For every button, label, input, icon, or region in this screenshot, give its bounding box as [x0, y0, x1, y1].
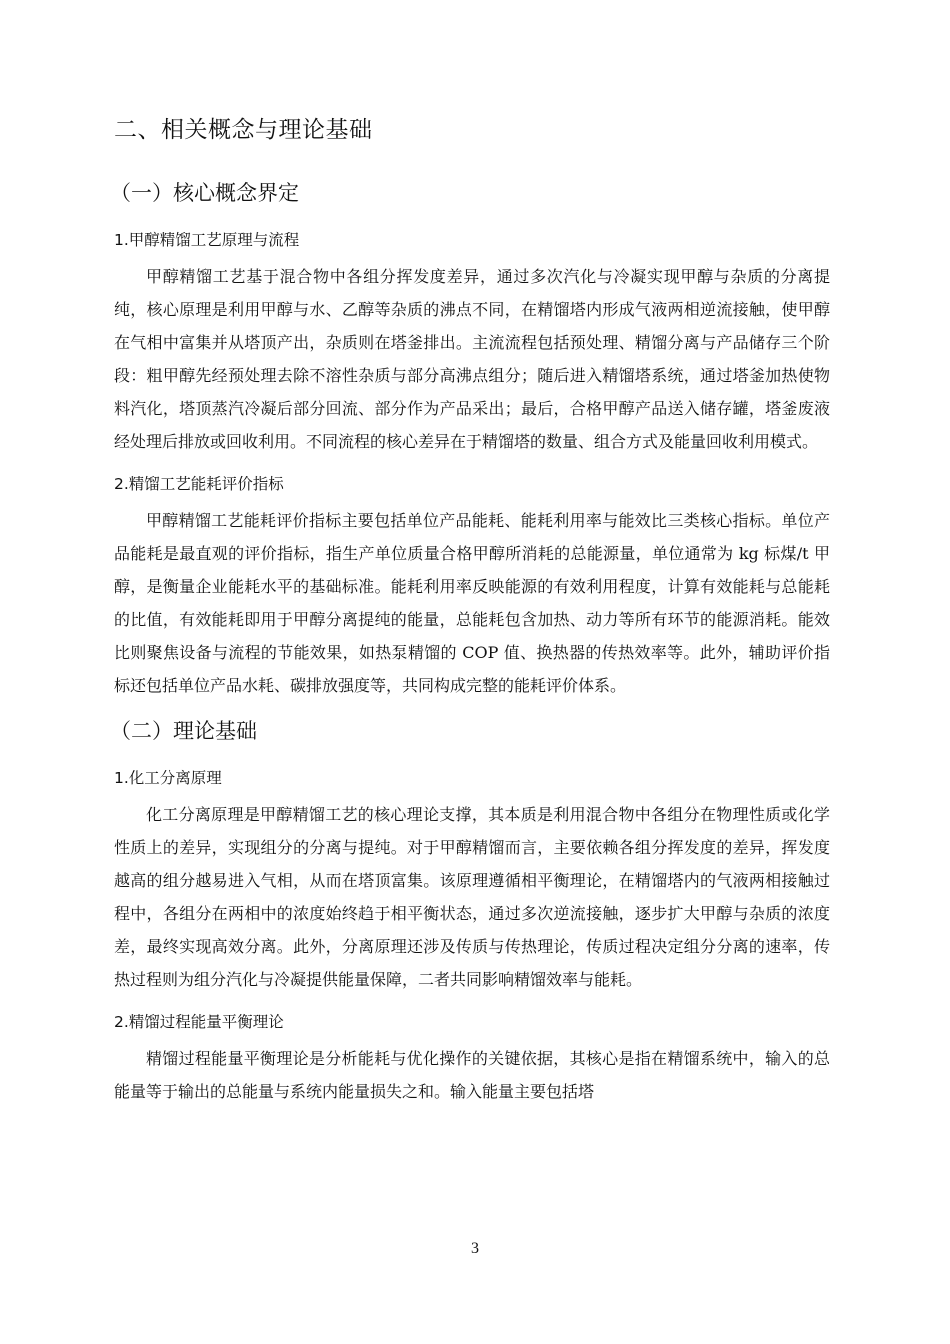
subsection-title: 2.精馏工艺能耗评价指标	[114, 475, 284, 493]
subsection-title: 2.精馏过程能量平衡理论	[114, 1013, 284, 1031]
section-heading-theory: （二）理论基础	[110, 719, 257, 743]
subsection-separation-principle	[114, 764, 830, 996]
page-number: 3	[471, 1240, 479, 1257]
subsection-title: 1.化工分离原理	[114, 769, 222, 787]
chapter-heading: 二、相关概念与理论基础	[114, 117, 373, 143]
body-paragraph: 甲醇精馏工艺基于混合物中各组分挥发度差异，通过多次汽化与冷凝实现甲醇与杂质的分离提纯，核心原理是利用甲醇与水、乙醇等杂质的沸点不同，在精馏塔内形成气液两相逆流接触，使甲醇在气相中富集并从塔顶产出，杂质则在塔釜排出。主流流程包括预处理、精馏分离与产品储存三个阶段：粗甲醇先经预处理去除不溶性杂质与部分高沸点组分；随后进入精馏塔系统，通过塔釜加热使物料汽化，塔顶蒸汽冷凝后部分回流、部分作为产品采出；最后，合格甲醇产品送入储存罐，塔釜废液经处理后排放或回收利用。不同流程的核心差异在于精馏塔的数量、组合方式及能量回收利用模式。	[114, 267, 830, 451]
page-content	[110, 112, 830, 1120]
subsection-distillation-process	[114, 226, 830, 458]
body-paragraph: 甲醇精馏工艺能耗评价指标主要包括单位产品能耗、能耗利用率与能效比三类核心指标。单位产品能耗是最直观的评价指标，指生产单位质量合格甲醇所消耗的总能源量，单位通常为 kg 标煤/t 甲醇，是衡量企业能耗水平的基础标准。能耗利用率反映能源的有效利用程度，计算有效能耗与总能耗的比值，有效能耗即用于甲醇分离提纯的能量，总能耗包含加热、动力等所有环节的能源消耗。能效比则聚焦设备与流程的节能效果，如热泵精馏的 COP 值、换热器的传热效率等。此外，辅助评价指标还包括单位产品水耗、碳排放强度等，共同构成完整的能耗评价体系。	[114, 511, 830, 695]
body-paragraph: 化工分离原理是甲醇精馏工艺的核心理论支撑，其本质是利用混合物中各组分在物理性质或化学性质上的差异，实现组分的分离与提纯。对于甲醇精馏而言，主要依赖各组分挥发度的差异，挥发度越高的组分越易进入气相，从而在塔顶富集。该原理遵循相平衡理论，在精馏塔内的气液两相接触过程中，各组分在两相中的浓度始终趋于相平衡状态，通过多次逆流接触，逐步扩大甲醇与杂质的浓度差，最终实现高效分离。此外，分离原理还涉及传质与传热理论，传质过程决定组分分离的速率，传热过程则为组分汽化与冷凝提供能量保障，二者共同影响精馏效率与能耗。	[114, 805, 830, 989]
subsection-energy-balance	[114, 1008, 830, 1108]
subsection-title: 1.甲醇精馏工艺原理与流程	[114, 231, 300, 249]
body-paragraph: 精馏过程能量平衡理论是分析能耗与优化操作的关键依据，其核心是指在精馏系统中，输入的总能量等于输出的总能量与系统内能量损失之和。输入能量主要包括塔	[114, 1049, 830, 1101]
section-heading-core-concepts: （一）核心概念界定	[110, 181, 299, 205]
subsection-energy-indicators	[114, 470, 830, 702]
